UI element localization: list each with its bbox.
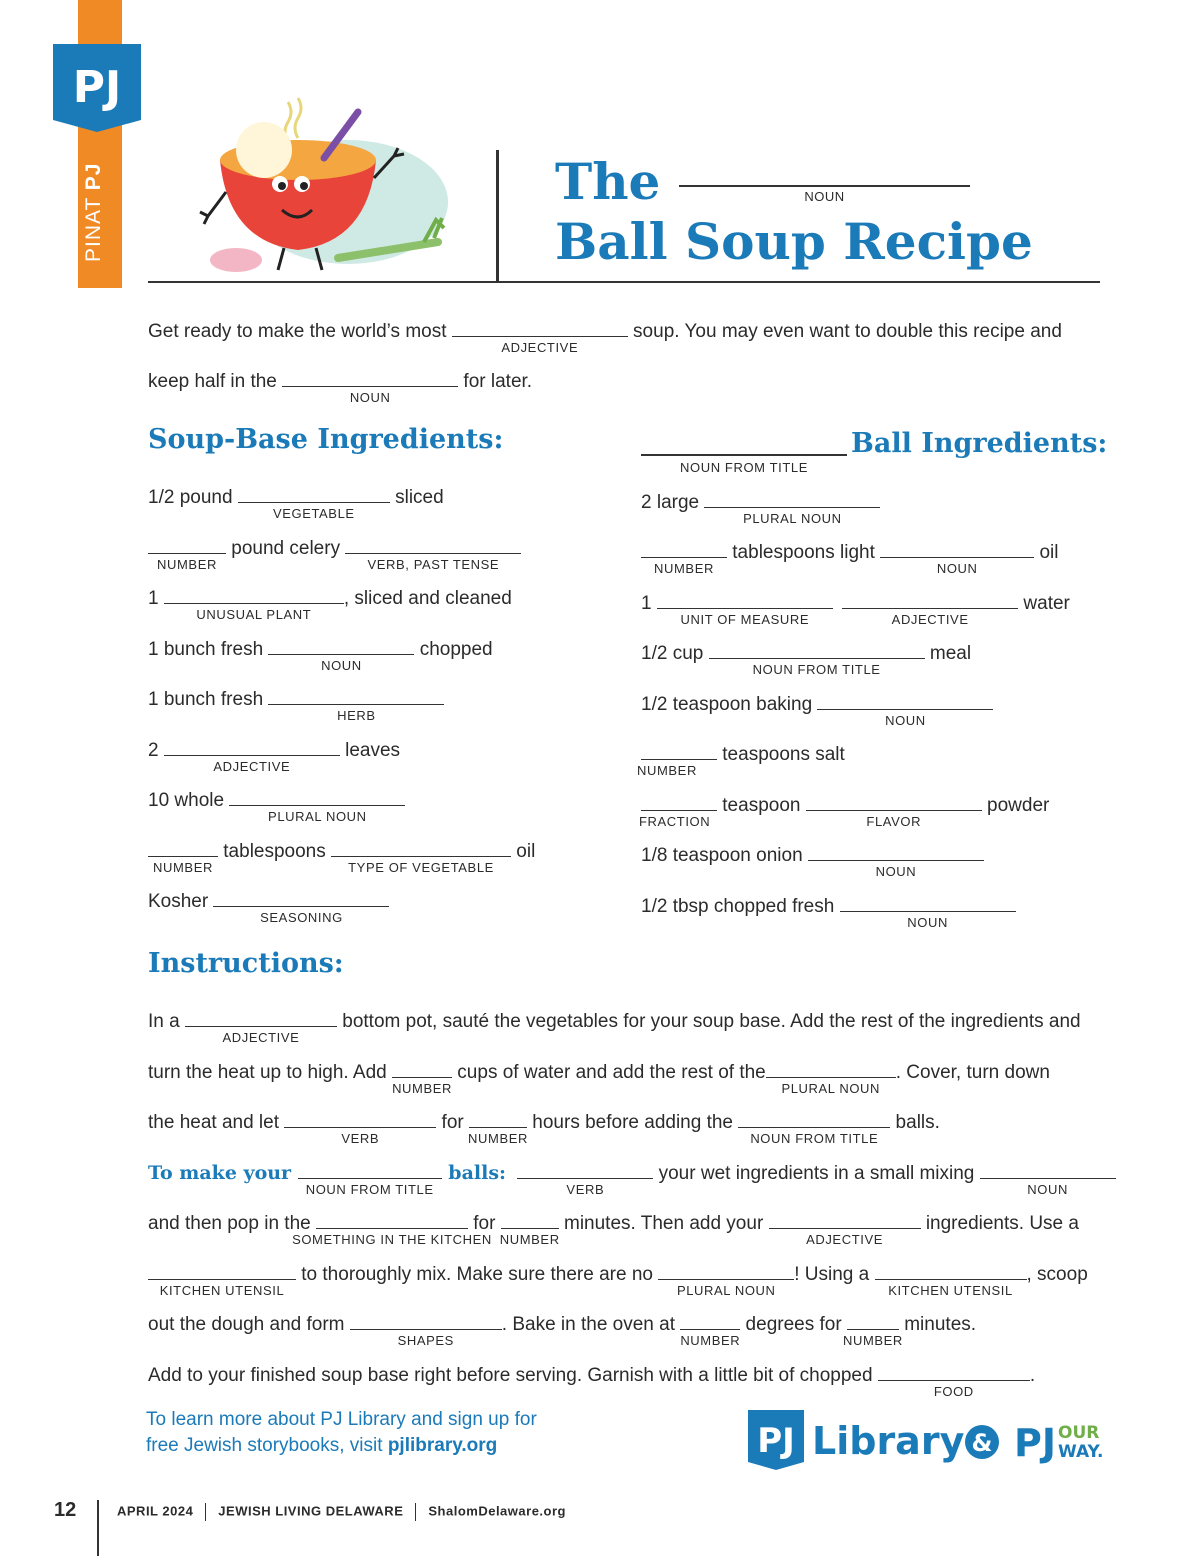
blank[interactable]: KITCHEN UTENSIL [875,1261,1027,1280]
blank[interactable]: NOUN [268,636,414,655]
footer-note [146,1407,537,1459]
blank[interactable]: NOUN [282,368,458,387]
svg-text:OUR: OUR [1058,1423,1100,1443]
blank[interactable]: VERB [517,1160,653,1179]
pjlibrary-link[interactable]: pjlibrary.org [387,1435,498,1456]
blank[interactable]: NOUN [817,691,993,710]
blank[interactable]: FLAVOR [806,792,982,811]
ball-heading-blank-label: NOUN FROM TITLE [680,460,808,475]
soup-bowl-mascot-icon [198,82,454,282]
blank[interactable]: FOOD [878,1362,1030,1381]
list-item: NUMBER teaspoons salt [641,741,845,766]
blank[interactable]: SEASONING [213,888,389,907]
title-line-2: Ball Soup Recipe [555,212,1033,271]
publication-name: JEWISH LIVING DELAWARE [218,1503,404,1519]
svg-text:WAY.: WAY. [1058,1442,1104,1462]
blank[interactable]: NUMBER [469,1109,527,1128]
svg-text:PJ: PJ [757,1421,795,1461]
list-item: NUMBER pound celery VERB, PAST TENSE [148,535,521,560]
svg-text:&: & [971,1429,993,1457]
intro-line-1: Get ready to make the world’s most ADJECTIVE soup. You may even want to double this recipe and [148,318,1062,343]
list-item: 2 large PLURAL NOUN [641,489,880,514]
blank[interactable]: PLURAL NOUN [229,787,405,806]
pj-badge-icon [51,40,143,132]
blank[interactable]: UNUSUAL PLANT [164,585,344,604]
intro-line-2: keep half in the NOUN for later. [148,368,532,393]
issue-date: APRIL 2024 [117,1503,194,1519]
blank[interactable]: NOUN FROM TITLE [709,640,925,659]
instructions-line-6: KITCHEN UTENSIL to thoroughly mix. Make sure there are no PLURAL NOUN ! Using a KITCHEN UTENSIL , scoop [148,1261,1088,1286]
svg-text:Library: Library [812,1419,965,1463]
blank[interactable]: ADJECTIVE [769,1210,921,1229]
instructions-line-2: turn the heat up to high. Add NUMBER cups of water and add the rest of the PLURAL NOUN . Cover, turn down [148,1059,1050,1084]
instructions-line-3: the heat and let VERB for NUMBER hours before adding the NOUN FROM TITLE balls. [148,1109,940,1134]
blank[interactable]: SHAPES [350,1311,502,1330]
blank[interactable]: NOUN [840,893,1016,912]
header-divider-vertical [496,150,499,282]
list-item: 2 ADJECTIVE leaves [148,737,400,762]
blank[interactable]: ADJECTIVE [185,1008,337,1027]
ball-heading-blank[interactable] [641,454,847,456]
instructions-line-5: and then pop in the SOMETHING IN THE KITCHEN for NUMBER minutes. Then add your ADJECTIVE ingredients. Use a [148,1210,1079,1235]
sidebar-label: PINAT PJ [82,162,105,262]
list-item: 10 whole PLURAL NOUN [148,787,405,812]
blank[interactable]: ADJECTIVE [842,590,1018,609]
blank[interactable]: VERB [284,1109,436,1128]
blank[interactable]: NUMBER [148,535,226,554]
list-item: 1/2 tbsp chopped fresh NOUN [641,893,1016,918]
list-item: 1 UNIT OF MEASURE ADJECTIVE water [641,590,1070,615]
footer-meta [117,1503,566,1521]
blank[interactable]: ADJECTIVE [164,737,340,756]
blank[interactable]: NUMBER [392,1059,452,1078]
svg-text:PJ: PJ [1014,1421,1056,1465]
list-item: NUMBER tablespoons TYPE OF VEGETABLE oil [148,838,535,863]
blank[interactable]: NOUN [880,539,1034,558]
instructions-line-4: To make your NOUN FROM TITLE balls: VERB your wet ingredients in a small mixing NOUN [148,1160,1116,1185]
blank[interactable]: UNIT OF MEASURE [657,590,833,609]
blank[interactable]: NUMBER [148,838,218,857]
blank[interactable]: NUMBER [641,539,727,558]
blank[interactable]: NUMBER [641,741,717,760]
list-item: FRACTION teaspoon FLAVOR powder [641,792,1049,817]
svg-text:PJ: PJ [72,62,122,113]
list-item: 1/2 teaspoon baking NOUN [641,691,993,716]
blank[interactable]: NUMBER [501,1210,559,1229]
blank[interactable]: NUMBER [847,1311,899,1330]
pj-library-pj-our-way-logo-icon [748,1408,1104,1470]
footer-note-line-1: To learn more about PJ Library and sign up for [146,1409,537,1430]
title-blank[interactable] [679,185,970,187]
list-item: 1/2 cup NOUN FROM TITLE meal [641,640,971,665]
list-item: 1/2 pound VEGETABLE sliced [148,484,444,509]
blank[interactable]: PLURAL NOUN [704,489,880,508]
instructions-line-7: out the dough and form SHAPES . Bake in the oven at NUMBER degrees for NUMBER minutes. [148,1311,976,1336]
blank[interactable]: ADJECTIVE [452,318,628,337]
instructions-line-1: In a ADJECTIVE bottom pot, sauté the vegetables for your soup base. Add the rest of the ingredients and [148,1008,1081,1033]
blank[interactable]: NOUN [808,842,984,861]
blank[interactable]: KITCHEN UTENSIL [148,1261,296,1280]
blank[interactable]: FRACTION [641,792,717,811]
list-item: 1 bunch fresh HERB [148,686,444,711]
footer-note-line-2: free Jewish storybooks, visit pjlibrary.org [146,1435,498,1456]
header-divider-horizontal [148,281,1100,283]
footer-divider [97,1500,99,1556]
instructions-heading: Instructions: [148,948,344,979]
blank[interactable]: PLURAL NOUN [766,1059,896,1078]
title-blank-label: NOUN [804,189,845,204]
blank[interactable]: SOMETHING IN THE KITCHEN [316,1210,468,1229]
blank[interactable]: HERB [268,686,444,705]
blank[interactable]: VEGETABLE [238,484,390,503]
blank[interactable]: TYPE OF VEGETABLE [331,838,511,857]
list-item: 1/8 teaspoon onion NOUN [641,842,984,867]
list-item: 1 UNUSUAL PLANT , sliced and cleaned [148,585,512,610]
blank[interactable]: NOUN FROM TITLE [738,1109,890,1128]
instructions-line-8: Add to your finished soup base right before serving. Garnish with a little bit of chopped FOOD . [148,1362,1035,1387]
blank[interactable]: PLURAL NOUN [658,1261,794,1280]
soup-base-heading: Soup-Base Ingredients: [148,424,504,455]
blank[interactable]: NUMBER [680,1311,740,1330]
list-item: 1 bunch fresh NOUN chopped [148,636,493,661]
list-item: Kosher SEASONING [148,888,389,913]
blank[interactable]: NOUN [980,1160,1116,1179]
list-item: NUMBER tablespoons light NOUN oil [641,539,1058,564]
page-number: 12 [54,1499,77,1521]
website-link[interactable]: ShalomDelaware.org [428,1503,566,1519]
title-line-1: The [555,152,661,211]
ball-heading: Ball Ingredients: [851,428,1108,459]
blank[interactable]: VERB, PAST TENSE [345,535,521,554]
blank[interactable]: NOUN FROM TITLE [298,1160,442,1179]
